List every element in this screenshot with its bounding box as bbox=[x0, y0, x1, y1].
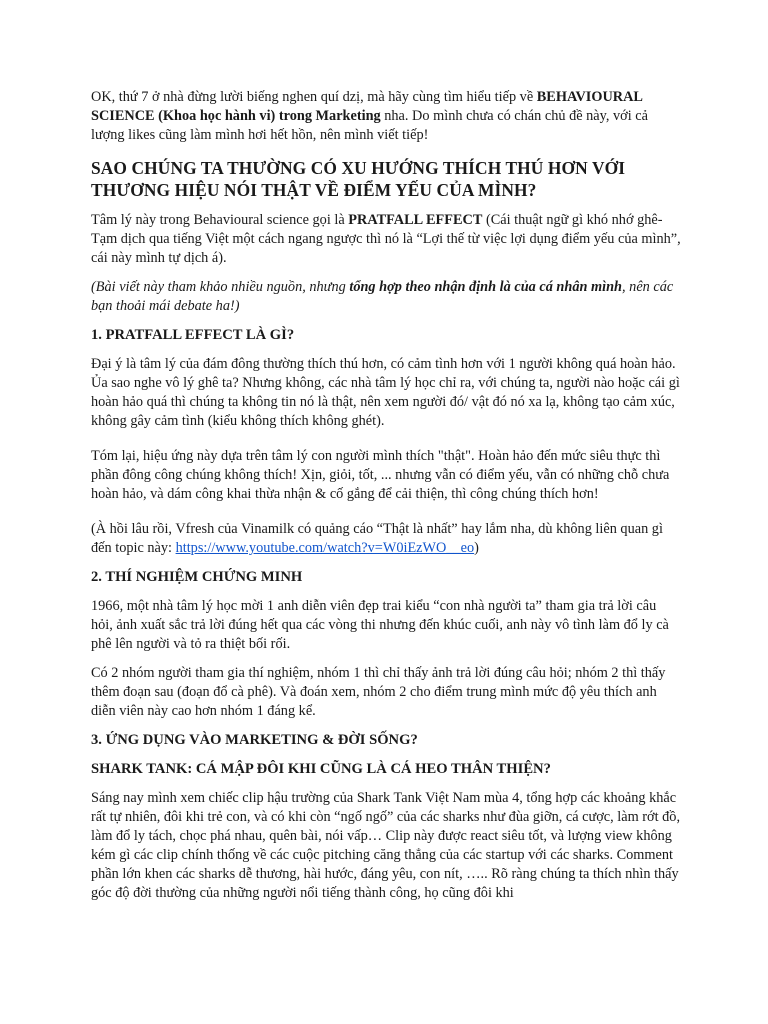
intro-bold: BEHAVIOURAL SCIENCE (Khoa học hành vi) trong Marketing bbox=[91, 89, 643, 124]
note-text: (Bài viết này tham khảo nhiều nguồn, nhưng bbox=[91, 279, 350, 295]
main-heading: SAO CHÚNG TA THƯỜNG CÓ XU HƯỚNG THÍCH THÚ HƠN VỚI THƯƠNG HIỆU NÓI THẬT VỀ ĐIỂM YẾU CỦA MÌNH? bbox=[91, 158, 626, 200]
section-1-paragraph-2: Tóm lại, hiệu ứng này dựa trên tâm lý con người mình thích "thật". Hoàn hảo đến mức siêu thực thì phần đông công chúng không thích! Xịn, giỏi, tốt, ... nhưng vẫn có điểm yếu, vẫn có những chỗ chưa hoàn hảo, và dám công khai thừa nhận & cố gắng để cải thiện, thì công chúng thích hơn! bbox=[91, 448, 670, 502]
section-3-paragraph-1: Sáng nay mình xem chiếc clip hậu trường của Shark Tank Việt Nam mùa 4, tổng hợp các khoảng khắc rất tự nhiên, đôi khi trẻ con, và có khi còn “ngố ngố” của các sharks như đùa giỡn, cá cược, làm rớt đồ, làm đổ ly tách, chọc phá nhau, quên bài, nói vấp… Clip này được react siêu tốt, và lượng view không kém gì các clip chính thống về các cuộc pitching căng thẳng của các startup với các sharks. Comment phần lớn khen các sharks dễ thương, hài hước, đáng yêu, con nít, ….. Rõ ràng chúng ta thích nhìn thấy góc độ đời thường của những người nổi tiếng thành công, họ cũng đôi khi bbox=[91, 790, 681, 901]
section-3-heading: 3. ỨNG DỤNG VÀO MARKETING & ĐỜI SỐNG? bbox=[91, 732, 418, 748]
section-2-paragraph-1: 1966, một nhà tâm lý học mời 1 anh diễn viên đẹp trai kiểu “con nhà người ta” tham gia trả lời câu hỏi, ảnh xuất sắc trả lời đúng hết qua các vòng thi nhưng đến khúc cuối, anh này vô tình làm đổ ly cà phê lên người và tỏ ra thiệt bối rối. bbox=[91, 598, 669, 652]
section-1-paragraph-1: Đại ý là tâm lý của đám đông thường thích thú hơn, có cảm tình hơn với 1 người không quá hoàn hảo. Ủa sao nghe vô lý ghê ta? Nhưng không, các nhà tâm lý học chỉ ra, với chúng ta, người nào hoặc cái gì hoàn hảo quá thì chúng ta không tin nó là thật, nên xem người đó/ vật đó nó xa lạ, không tạo cảm xúc, không gây cảm tình (kiểu không thích không ghét). bbox=[91, 356, 680, 429]
note-text-end: , nên các bạn thoải mái debate ha!) bbox=[91, 279, 674, 314]
section-2-heading: 2. THÍ NGHIỆM CHỨNG MINH bbox=[91, 569, 303, 585]
document-body bbox=[91, 88, 681, 913]
intro-text-end: nha. Do mình chưa có chán chủ đề này, với cả lượng likes cũng làm mình hơi hết hồn, nên mình viết tiếp! bbox=[91, 108, 648, 143]
intro-text: OK, thứ 7 ở nhà đừng lười biếng nghen quí dzị, mà hãy cùng tìm hiểu tiếp về bbox=[91, 89, 537, 105]
section-2-paragraph-2: Có 2 nhóm người tham gia thí nghiệm, nhóm 1 thì chỉ thấy ảnh trả lời đúng câu hỏi; nhóm 2 thì thấy thêm đoạn sau (đoạn đổ cà phê). Và đoán xem, nhóm 2 cho điểm trung mình mức độ yêu thích anh diễn viên này cao hơn nhóm 1 đáng kể. bbox=[91, 665, 666, 719]
note-bold: tổng hợp theo nhận định là của cá nhân mình bbox=[349, 279, 623, 295]
vfresh-text: (À hồi lâu rồi, Vfresh của Vinamilk có quảng cáo “Thật là nhất” hay lắm nha, dù không liên quan gì đến topic này: bbox=[91, 521, 663, 556]
intro-paragraph bbox=[91, 88, 681, 145]
section-1-heading: 1. PRATFALL EFFECT LÀ GÌ? bbox=[91, 327, 295, 343]
vfresh-text-end: ) bbox=[474, 540, 479, 556]
pratfall-text-end: (Cái thuật ngữ gì khó nhớ ghê- Tạm dịch qua tiếng Việt một cách ngang ngược thì nó là “Lợi thế từ việc lợi dụng điểm yếu của mình”, cái này mình tự dịch á). bbox=[91, 212, 681, 266]
shark-tank-subheading: SHARK TANK: CÁ MẬP ĐÔI KHI CŨNG LÀ CÁ HEO THÂN THIỆN? bbox=[91, 761, 551, 777]
pratfall-paragraph bbox=[91, 211, 681, 268]
section-1-paragraph-3 bbox=[91, 520, 681, 558]
pratfall-text: Tâm lý này trong Behavioural science gọi là bbox=[91, 212, 349, 228]
pratfall-bold: PRATFALL EFFECT bbox=[348, 212, 483, 228]
youtube-link[interactable]: https://www.youtube.com/watch?v=W0iEzWO__eo bbox=[175, 540, 475, 556]
note-paragraph bbox=[91, 278, 681, 316]
